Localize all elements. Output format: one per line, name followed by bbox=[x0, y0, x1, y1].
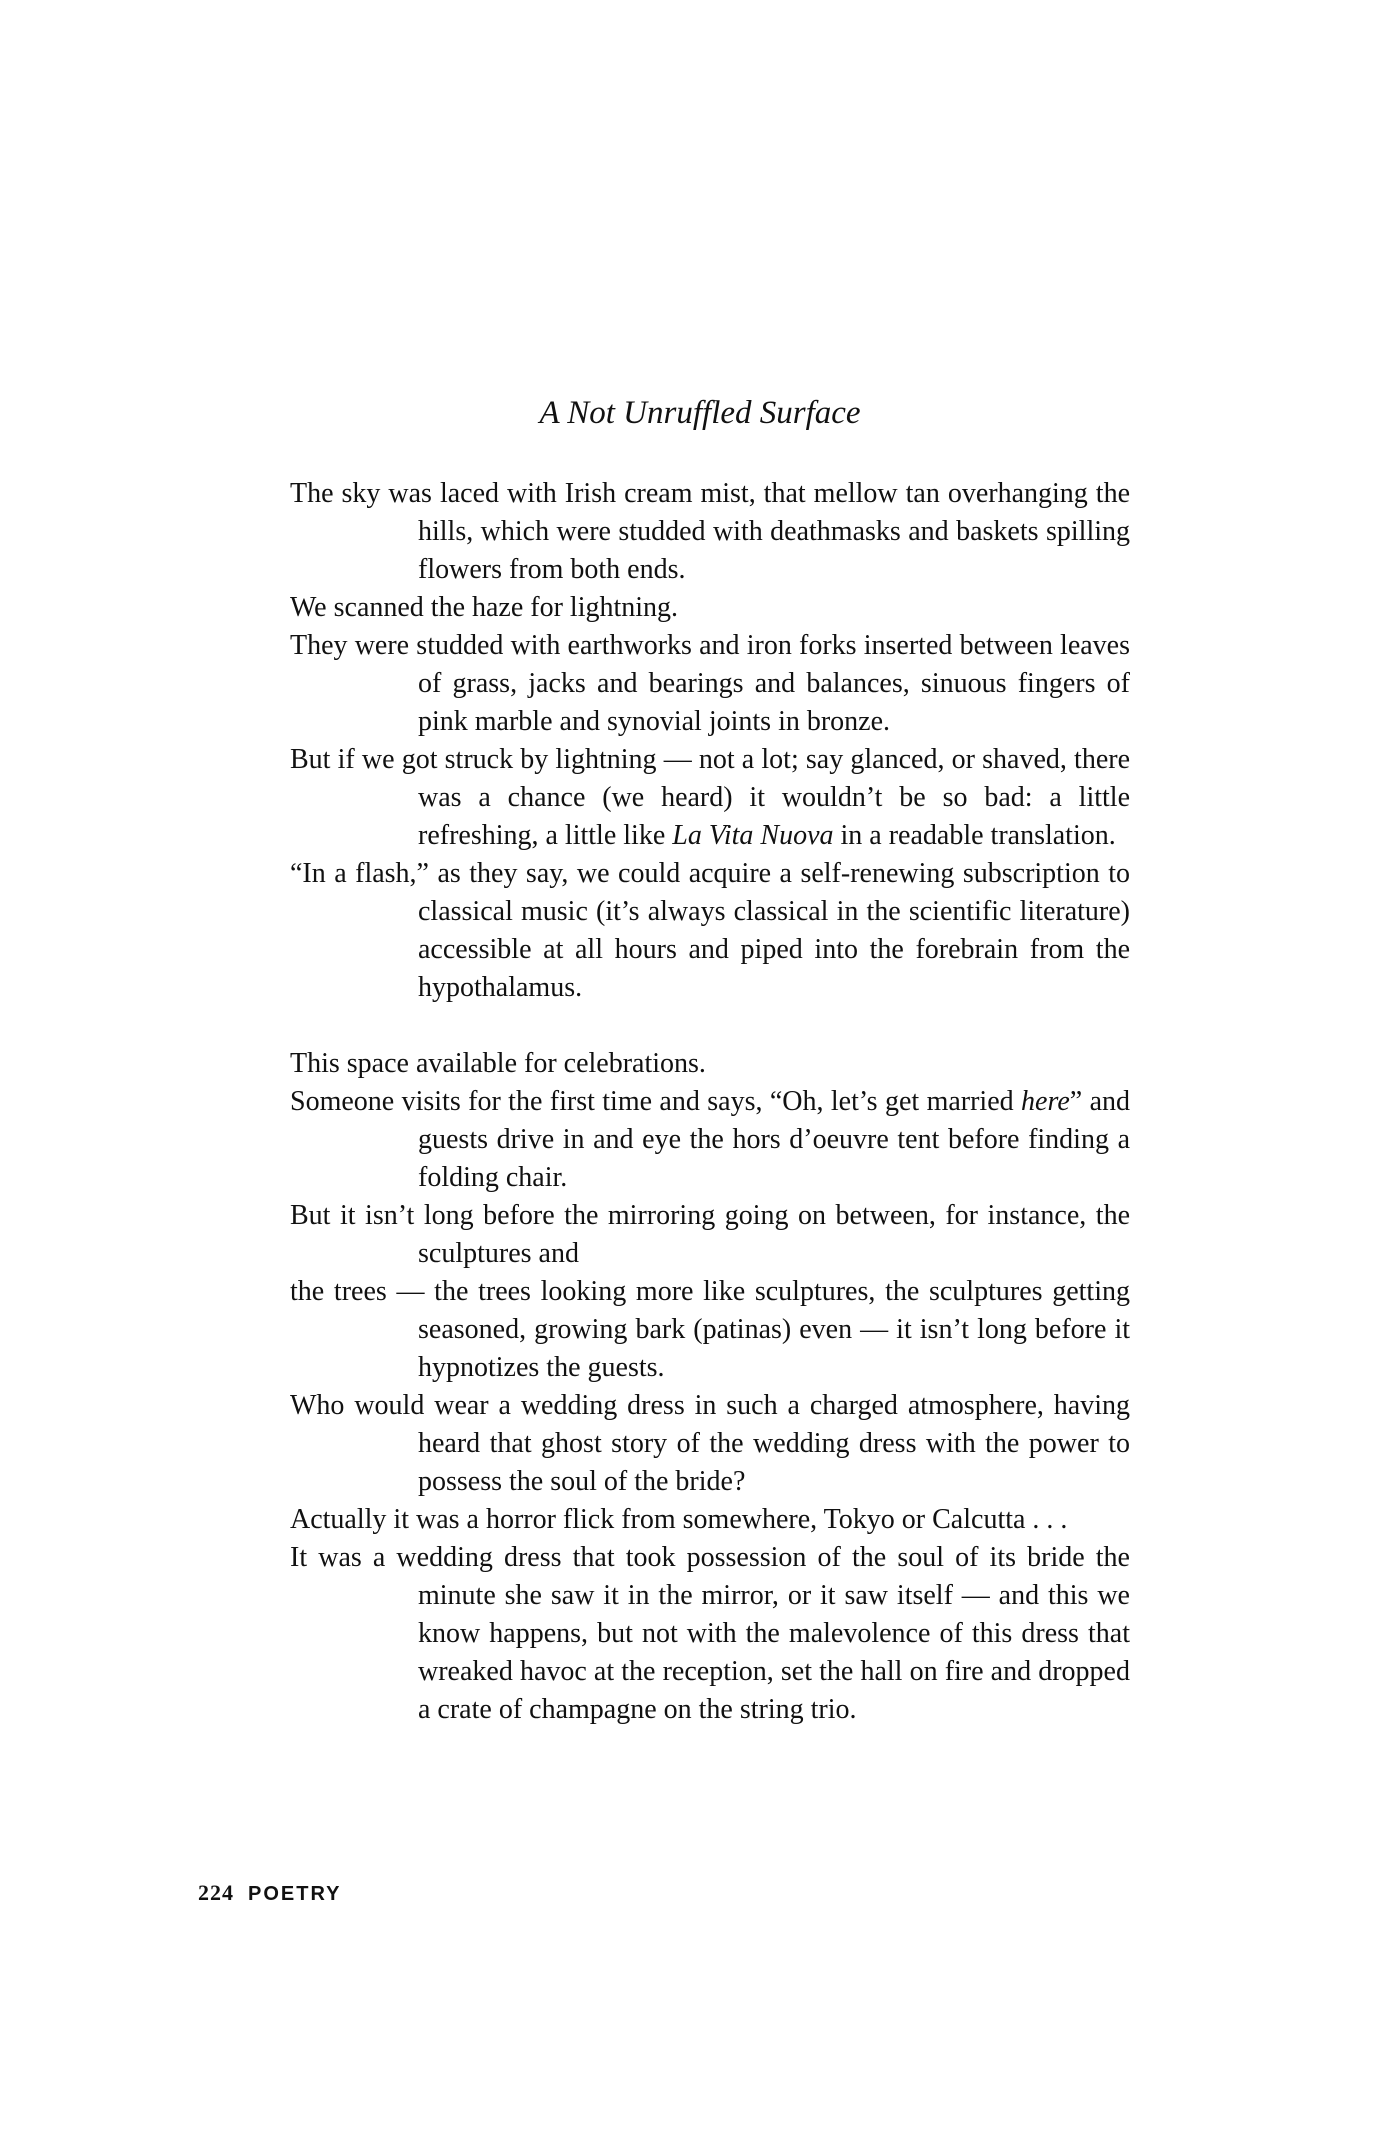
poem-line: “In a flash,” as they say, we could acquire a self-renewing subscription to classical music (it’s always classical in the scientific literature) accessible at all hours and piped into the forebrain from the hypothalamus. bbox=[290, 858, 1130, 1003]
poem-line: This space available for celebrations. bbox=[290, 1048, 706, 1079]
poem-line: But it isn’t long before the mirroring going on between, for instance, the sculptures and bbox=[290, 1200, 1130, 1269]
page-footer bbox=[198, 1880, 342, 1906]
poem-line: The sky was laced with Irish cream mist, that mellow tan overhanging the hills, which were studded with deathmasks and baskets spilling flowers from both ends. bbox=[290, 478, 1130, 585]
poem-line: the trees — the trees looking more like sculptures, the sculptures getting seasoned, growing bark (patinas) even — it isn’t long before it hypnotizes the guests. bbox=[290, 1276, 1130, 1383]
stanza-1 bbox=[290, 475, 1130, 1007]
stanza-2 bbox=[290, 1045, 1130, 1729]
poem-line: Actually it was a horror flick from somewhere, Tokyo or Calcutta . . . bbox=[290, 1504, 1068, 1535]
poem-title: A Not Unruffled Surface bbox=[539, 395, 861, 431]
poem-line: We scanned the haze for lightning. bbox=[290, 592, 679, 623]
page-number: 224 bbox=[198, 1880, 234, 1905]
poem-line: They were studded with earthworks and iron forks inserted between leaves of grass, jacks and bearings and balances, sinuous fingers of pink marble and synovial joints in bronze. bbox=[290, 630, 1130, 737]
poem-line: It was a wedding dress that took possession of the soul of its bride the minute she saw it in the mirror, or it saw itself — and this we know happens, but not with the malevolence of this dress that wreaked havoc at the reception, set the hall on fire and dropped a crate of champagne on the string trio. bbox=[290, 1542, 1130, 1725]
poem-body bbox=[290, 475, 1130, 1729]
poem-line: Someone visits for the first time and says, “Oh, let’s get married here” and guests drive in and eye the hors d’oeuvre tent before finding a folding chair. bbox=[290, 1086, 1130, 1193]
journal-name: POETRY bbox=[248, 1883, 342, 1905]
poem-line: Who would wear a wedding dress in such a charged atmosphere, having heard that ghost story of the wedding dress with the power to possess the soul of the bride? bbox=[290, 1390, 1130, 1497]
poem-line: But if we got struck by lightning — not a lot; say glanced, or shaved, there was a chance (we heard) it wouldn’t be so bad: a little refreshing, a little like La Vita Nuova in a readable translation. bbox=[290, 744, 1130, 851]
